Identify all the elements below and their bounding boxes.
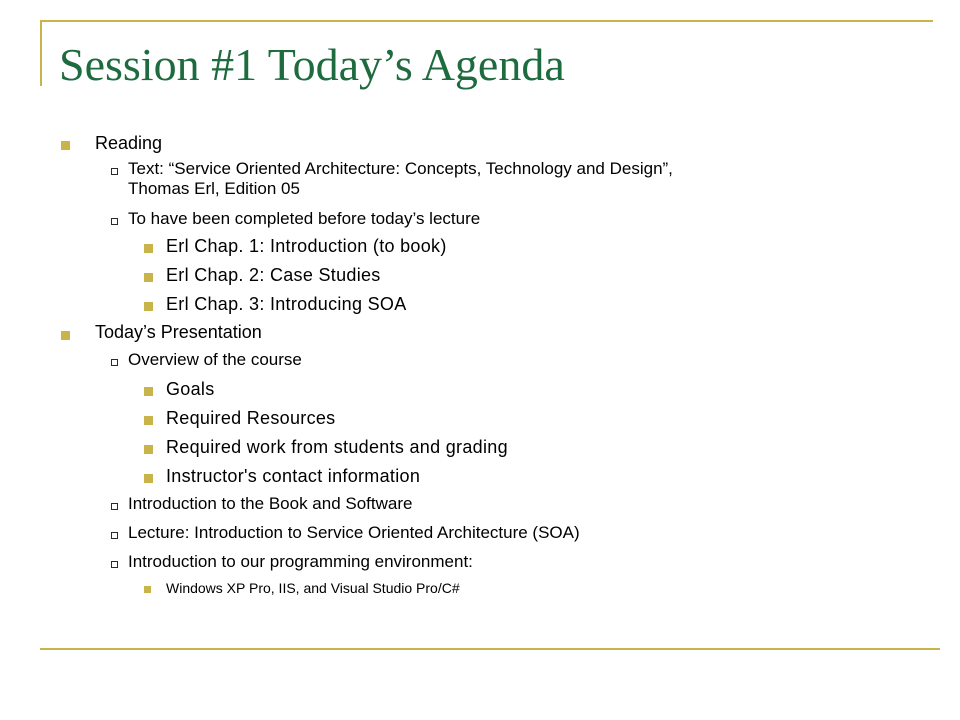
- hollow-square-bullet-icon: [111, 359, 118, 366]
- square-bullet-icon: [61, 331, 70, 340]
- lecture-item: Lecture: Introduction to Service Oriented Architecture (SOA): [128, 523, 580, 542]
- overview-item: Required work from students and grading: [166, 437, 508, 457]
- square-bullet-icon: [144, 273, 153, 282]
- reading-prior-label: To have been completed before today’s lecture: [128, 209, 481, 228]
- chapter-item: Erl Chap. 1: Introduction (to book): [166, 236, 447, 256]
- top-rule: [40, 20, 933, 22]
- overview-item: Goals: [166, 379, 215, 399]
- reading-heading: Reading: [95, 133, 163, 153]
- overview-item: Instructor's contact information: [166, 466, 421, 486]
- presentation-heading: Today’s Presentation: [95, 322, 262, 342]
- reading-text-line-1: Text: “Service Oriented Architecture: Concepts, Technology and Design”,: [128, 159, 673, 178]
- square-bullet-icon: [144, 445, 153, 454]
- small-square-bullet-icon: [144, 586, 151, 593]
- square-bullet-icon: [144, 416, 153, 425]
- bottom-rule: [40, 648, 940, 650]
- overview-label: Overview of the course: [128, 350, 302, 369]
- overview-item: Required Resources: [166, 408, 336, 428]
- square-bullet-icon: [144, 387, 153, 396]
- square-bullet-icon: [144, 474, 153, 483]
- environment-label: Introduction to our programming environment:: [128, 552, 473, 571]
- hollow-square-bullet-icon: [111, 532, 118, 539]
- square-bullet-icon: [61, 141, 70, 150]
- chapter-item: Erl Chap. 2: Case Studies: [166, 265, 381, 285]
- square-bullet-icon: [144, 244, 153, 253]
- hollow-square-bullet-icon: [111, 218, 118, 225]
- chapter-item: Erl Chap. 3: Introducing SOA: [166, 294, 407, 314]
- reading-text-line-2: Thomas Erl, Edition 05: [128, 179, 300, 198]
- environment-detail: Windows XP Pro, IIS, and Visual Studio Pro/C#: [166, 580, 460, 596]
- hollow-square-bullet-icon: [111, 561, 118, 568]
- hollow-square-bullet-icon: [111, 168, 118, 175]
- left-rule: [40, 20, 42, 86]
- hollow-square-bullet-icon: [111, 503, 118, 510]
- slide-title: Session #1 Today’s Agenda: [59, 39, 565, 90]
- square-bullet-icon: [144, 302, 153, 311]
- book-intro-item: Introduction to the Book and Software: [128, 494, 413, 513]
